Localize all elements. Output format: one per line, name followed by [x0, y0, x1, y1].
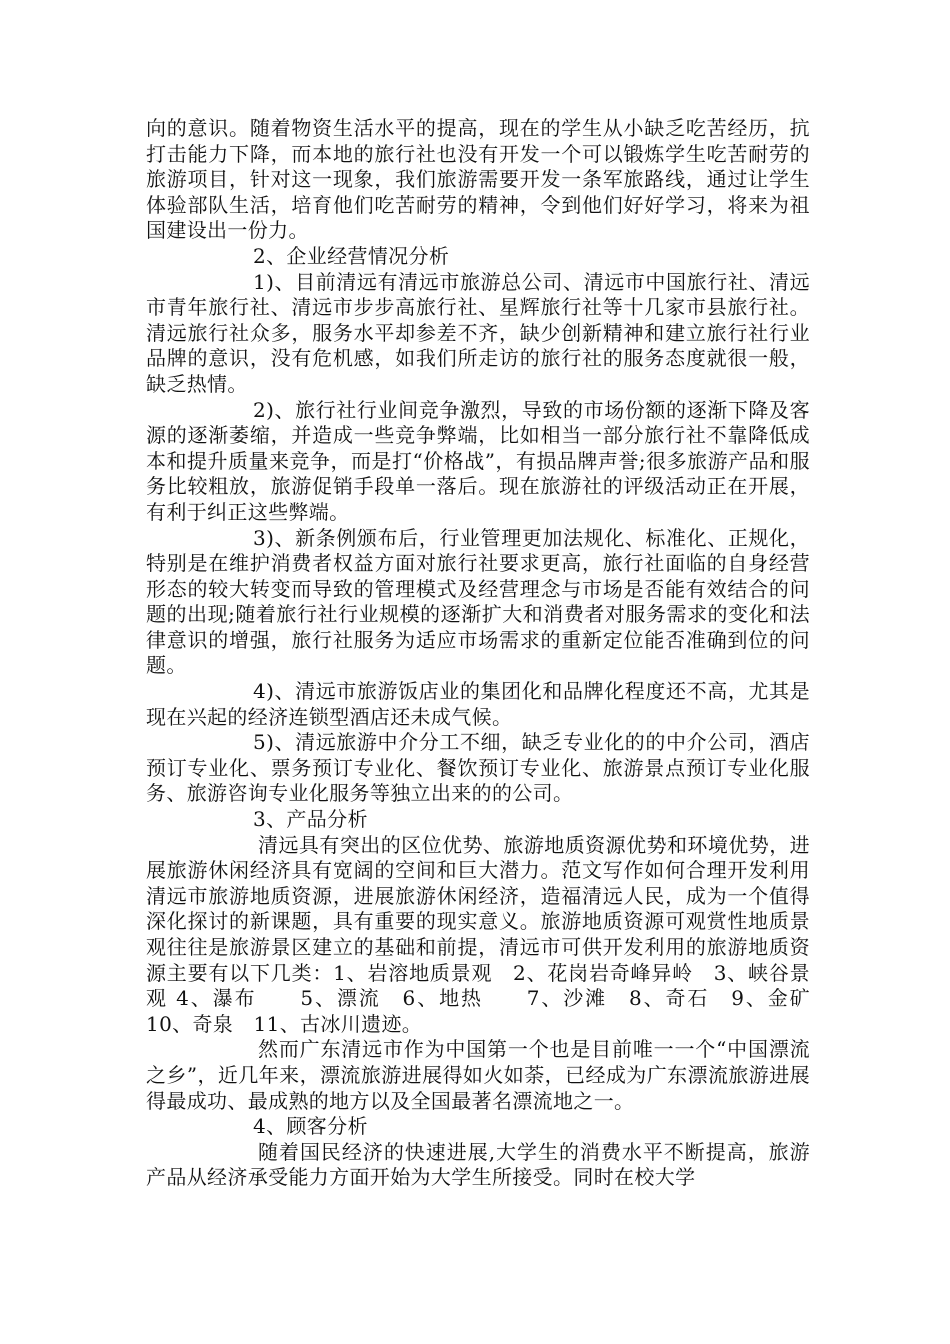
paragraph-point-3: 3)、新条例颁布后，行业管理更加法规化、标准化、正规化，特别是在维护消费者权益方面对旅行社要求更高，旅行社面临的自身经营形态的较大转变而导致的管理模式及经营理念与市场是否能有效结合的问题的出现;随着旅行社行业规模的逐渐扩大和消费者对服务需求的变化和法律意识的增强，旅行社服务为适应市场需求的重新定位能否准确到位的问题。 [146, 525, 810, 678]
paragraph-point-4: 4)、清远市旅游饭店业的集团化和品牌化程度还不高，尤其是现在兴起的经济连锁型酒店还未成气候。 [146, 679, 810, 729]
section-heading-customer-analysis: 4、顾客分析 [253, 1114, 368, 1139]
paragraph-rafting: 然而广东清远市作为中国第一个也是目前唯一一个“中国漂流之乡”，近几年来，漂流旅游进展得如火如荼，已经成为广东漂流旅游进展得最成功、最成熟的地方以及全国最著名漂流地之一。 [146, 1037, 810, 1113]
paragraph-point-5: 5)、清远旅游中介分工不细，缺乏专业化的的中介公司，酒店预订专业化、票务预订专业化、餐饮预订专业化、旅游景点预订专业化服务、旅游咨询专业化服务等独立出来的的公司。 [146, 730, 810, 806]
document-body [146, 116, 831, 1191]
paragraph-product-resources: 清远具有突出的区位优势、旅游地质资源优势和环境优势，进展旅游休闲经济具有宽阔的空间和巨大潜力。范文写作如何合理开发利用清远市旅游地质资源，进展旅游休闲经济，造福清远人民，成为一个值得深化探讨的新课题，具有重要的现实意义。旅游地质资源可观赏性地质景观往往是旅游景区建立的基础和前提，清远市可供开发利用的旅游地质资源主要有以下几类：1、岩溶地质景观 2、花岗岩奇峰异岭 3、峡谷景观 4、瀑布 5、漂流 6、地热 7、沙滩 8、奇石 9、金矿 10、奇泉 11、古冰川遗迹。 [146, 832, 831, 1036]
section-heading-product-analysis: 3、产品分析 [253, 807, 368, 832]
paragraph-continuation: 向的意识。随着物资生活水平的提高，现在的学生从小缺乏吃苦经历，抗打击能力下降，而本地的旅行社也没有开发一个可以锻炼学生吃苦耐劳的旅游项目，针对这一现象，我们旅游需要开发一条军旅路线，通过让学生体验部队生活，培育他们吃苦耐劳的精神，令到他们好好学习，将来为祖国建设出一份力。 [146, 116, 810, 243]
paragraph-customer: 随着国民经济的快速进展,大学生的消费水平不断提高，旅游产品从经济承受能力方面开始为大学生所接受。同时在校大学 [146, 1139, 810, 1190]
section-heading-business-analysis: 2、企业经营情况分析 [253, 243, 450, 268]
paragraph-point-2: 2)、旅行社行业间竞争激烈，导致的市场份额的逐渐下降及客源的逐渐萎缩，并造成一些竞争弊端，比如相当一部分旅行社不靠降低成本和提升质量来竞争，而是打“价格战”，有损品牌声誉;很多旅游产品和服务比较粗放，旅游促销手段单一落后。现在旅游社的评级活动正在开展，有利于纠正这些弊端。 [146, 397, 810, 524]
paragraph-point-1: 1)、目前清远有清远市旅游总公司、清远市中国旅行社、清远市青年旅行社、清远市步步高旅行社、星辉旅行社等十几家市县旅行社。清远旅行社众多，服务水平却参差不齐，缺少创新精神和建立旅行社行业品牌的意识，没有危机感，如我们所走访的旅行社的服务态度就很一般，缺乏热情。 [146, 269, 810, 396]
